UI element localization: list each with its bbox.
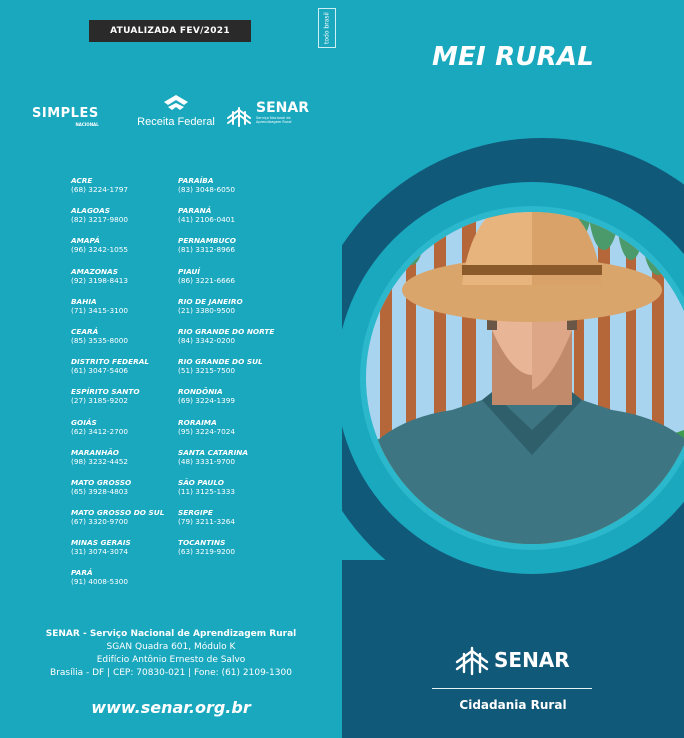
state-name: PARAÍBA [178, 176, 214, 185]
phone-number: (82) 3217-9800 [71, 215, 129, 225]
state-name: SERGIPE [178, 508, 213, 518]
state-name: DISTRITO FEDERAL [71, 357, 149, 367]
phone-number: (96) 3242-1055 [71, 245, 129, 255]
simples-logo-sub: NACIONAL [75, 122, 99, 127]
simples-logo-text: SIMPLES [32, 106, 99, 121]
state-name: RIO GRANDE DO NORTE [178, 326, 275, 336]
contact-entry [178, 236, 298, 266]
contact-entry [71, 357, 191, 387]
contact-entry [178, 267, 298, 297]
contact-entry [71, 387, 191, 417]
brochure-title: MEI RURAL [431, 42, 594, 72]
senar-large-name: SENAR [494, 648, 570, 672]
state-name: CEARÁ [71, 326, 99, 336]
contact-entry [71, 297, 191, 327]
contact-entry [178, 508, 298, 538]
contact-entry [71, 236, 191, 266]
contact-entry [71, 478, 191, 508]
state-name: PERNAMBUCO [178, 236, 237, 246]
address-block [0, 628, 342, 680]
contact-entry [178, 478, 298, 508]
contact-entry [178, 387, 298, 417]
phone-number: (83) 3048-6050 [178, 185, 236, 194]
phone-number: (92) 3198-8413 [71, 275, 129, 285]
state-name: AMAPÁ [71, 236, 100, 246]
phone-number: (31) 3074-3074 [71, 547, 129, 557]
contact-entry [178, 176, 298, 206]
contact-entry [71, 176, 191, 206]
phone-number: (81) 3312-8966 [178, 245, 236, 255]
phone-number: (98) 3232-4452 [71, 456, 129, 466]
phone-number: (69) 3224-1399 [178, 396, 236, 406]
state-name: RONDÔNIA [178, 387, 223, 397]
phone-number: (86) 3221-6666 [178, 275, 236, 285]
phone-number: (79) 3211-3264 [178, 517, 236, 527]
state-name: ESPÍRITO SANTO [71, 387, 140, 397]
state-name: ACRE [71, 176, 93, 185]
state-name: AMAZONAS [71, 266, 119, 276]
state-name: MATO GROSSO DO SUL [71, 508, 165, 518]
phone-number: (21) 3380-9500 [178, 305, 236, 315]
receita-federal-text: Receita Federal [137, 116, 215, 128]
senar-logo-small [226, 100, 326, 130]
phone-number: (48) 3331-9700 [178, 456, 236, 466]
simples-logo [32, 106, 99, 127]
divider-line [432, 688, 592, 689]
vertical-tag: todo brasil [318, 8, 336, 48]
contact-entry [71, 568, 191, 598]
senar-logo-large [454, 640, 584, 676]
contact-entry [71, 206, 191, 236]
contacts-column-2 [178, 176, 298, 568]
phone-number: (61) 3047-5406 [71, 366, 129, 376]
receita-federal-icon [158, 94, 194, 114]
state-name: PARANÁ [178, 206, 212, 216]
phone-number: (62) 3412-2700 [71, 426, 129, 436]
contact-entry [178, 357, 298, 387]
state-name: MATO GROSSO [71, 477, 132, 487]
phone-number: (51) 3215-7500 [178, 366, 236, 376]
phone-number: (85) 3535-8000 [71, 335, 129, 345]
phone-number: (63) 3219-9200 [178, 547, 236, 557]
contact-entry [178, 327, 298, 357]
contact-entry [71, 448, 191, 478]
state-name: PIAUÍ [178, 266, 201, 276]
state-name: RIO GRANDE DO SUL [178, 357, 263, 367]
receita-federal-logo [136, 94, 216, 128]
state-name: SANTA CATARINA [178, 447, 249, 457]
senar-small-sub: Serviço Nacional de Aprendizagem Rural [256, 116, 292, 124]
address-line-3: Brasília - DF | CEP: 70830-021 | Fone: (61) 2109-1300 [50, 668, 292, 678]
contact-entry [178, 206, 298, 236]
state-name: SÃO PAULO [178, 477, 224, 487]
contact-entry [71, 267, 191, 297]
website-link[interactable]: www.senar.org.br [91, 698, 251, 717]
partner-logos [0, 92, 342, 142]
senar-small-name: SENAR [256, 100, 309, 116]
contacts-column-1 [71, 176, 191, 599]
contact-entry [178, 297, 298, 327]
address-line-1: SGAN Quadra 601, Módulo K [106, 642, 236, 652]
contact-entry [71, 538, 191, 568]
contact-entry [71, 327, 191, 357]
state-name: BAHIA [71, 296, 97, 306]
contact-entry [178, 538, 298, 568]
state-name: RIO DE JANEIRO [178, 296, 243, 306]
senar-wheat-icon [226, 102, 252, 128]
senar-wheat-icon [454, 642, 490, 676]
contact-entry [71, 418, 191, 448]
phone-number: (65) 3928-4803 [71, 486, 129, 496]
phone-number: (41) 2106-0401 [178, 215, 236, 225]
state-name: TOCANTINS [178, 538, 226, 548]
phone-number: (67) 3320-9700 [71, 517, 129, 527]
phone-number: (71) 3415-3100 [71, 305, 129, 315]
farmer-illustration [342, 0, 684, 738]
phone-number: (11) 3125-1333 [178, 486, 236, 496]
phone-number: (84) 3342-0200 [178, 335, 236, 345]
phone-number: (91) 4008-5300 [71, 577, 129, 587]
state-name: GOIÁS [71, 417, 97, 427]
state-name: PARÁ [71, 568, 93, 578]
contact-entry [71, 508, 191, 538]
phone-number: (95) 3224-7024 [178, 426, 236, 436]
cidadania-rural-text: Cidadania Rural [459, 698, 567, 712]
right-panel [342, 0, 684, 738]
state-name: ALAGOAS [71, 206, 111, 216]
address-line-2: Edifício Antônio Ernesto de Salvo [96, 655, 246, 665]
phone-number: (68) 3224-1797 [71, 185, 129, 194]
address-org: SENAR - Serviço Nacional de Aprendizagem Rural [45, 629, 297, 639]
updated-badge: ATUALIZADA FEV/2021 [89, 20, 251, 42]
state-name: MARANHÃO [71, 447, 120, 457]
contact-entry [178, 418, 298, 448]
phone-number: (27) 3185-9202 [71, 396, 129, 406]
state-name: MINAS GERAIS [71, 538, 131, 548]
state-name: RORAIMA [178, 417, 217, 427]
contact-entry [178, 448, 298, 478]
